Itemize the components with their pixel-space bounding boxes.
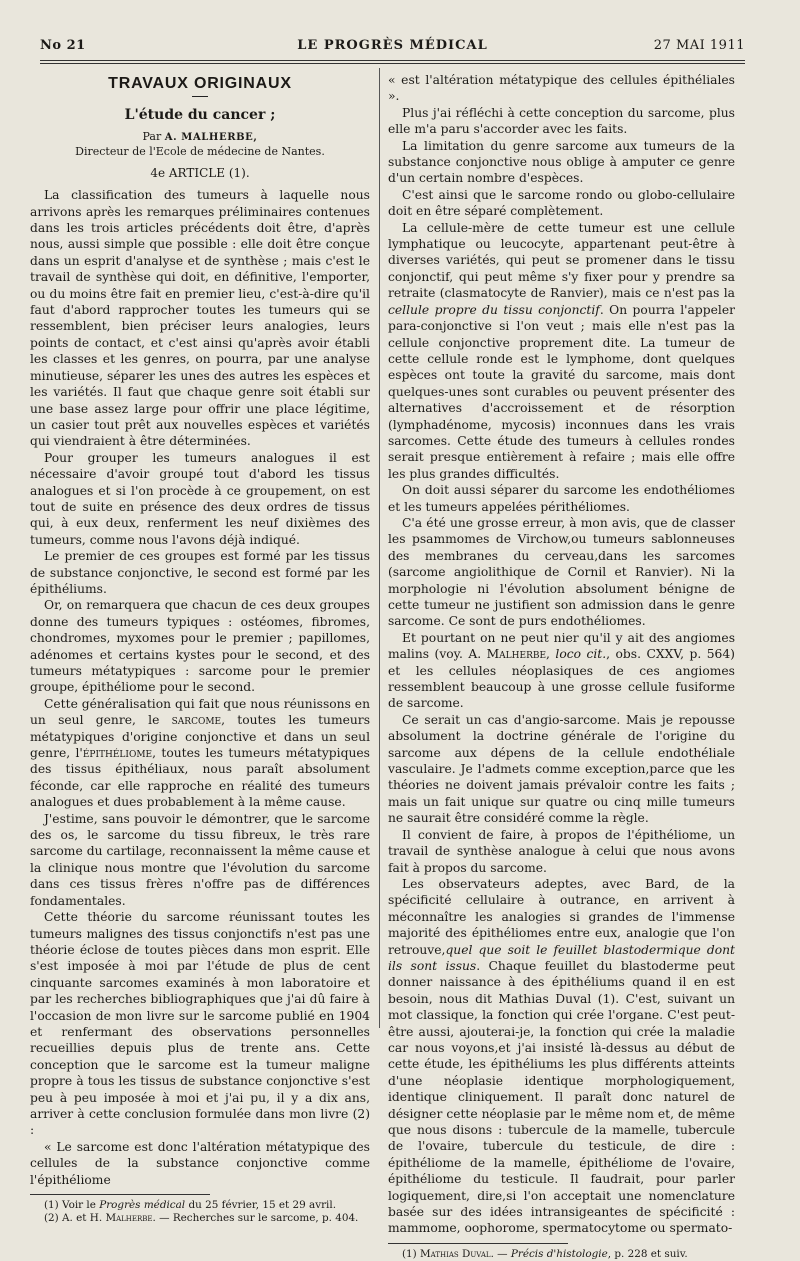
text-run: , toutes les tumeurs métatypiques des tissus épithéliaux, nous paraît absolument féconde, car elle rapproche en réalité des tumeurs analogues et dues probablement à la même cause.: [30, 746, 370, 810]
byline-prefix: Par: [142, 129, 162, 143]
paragraph: C'a été une grosse erreur, à mon avis, que de classer les psammomes de Virchow,ou tumeurs sablonneuses des membranes du cerveau,dans les sarcomes (sarcome angiolithique de Cornil et Ranvier). Ni la morphologie ni l'évolution absolument bénigne de cette tumeur ne justifient son admission dans le genre sarcome. Ce sont de purs endothéliomes.: [388, 515, 735, 629]
author-ref: Mathias Duval: [420, 1247, 491, 1260]
issue-date: 27 MAI 1911: [653, 38, 745, 53]
author-ref: Malherbe: [105, 1212, 153, 1224]
footnote-rule: [388, 1243, 568, 1244]
text-run: . Chaque feuillet du blastoderme peut donner naissance à des épithéliums quand il en est besoin, nous dit Mathias Duval (1). C'est, suivant un mot classique, la fonction qui crée l'organe. C'est peut-être aussi, ajouterai-je, la fonction qui crée la maladie car nous voyons,et j'ai insisté là-dessus au début de cette étude, les épithéliums les plus différents atteints d'une néoplasie identique morphologiquement, identique cliniquement. Il paraît donc naturel de désigner cette néoplasie par le même nom et, de même que nous disons : tubercule de la mamelle, tubercule de l'ovaire, tubercule du testicule, de dire : épithéliome de la mamelle, épithéliome de l'ovaire, épithéliome du testicule. Il faudrait, pour parler logiquement, dire,si l'on acceptait une nomenclature basée sur des idées intransigeantes de spécificité : mammome, oophorome, spermatocytome ou spermato-: [388, 958, 735, 1236]
paragraph: [30, 696, 370, 811]
text-run: La cellule-mère de cette tumeur est une cellule lymphatique ou leucocyte, appartenant peut-être à diverses variétés, qui peut se promener dans le tissu conjonctif, qui peut même s'y fixer pour y prendre sa retraite (clasmatocyte de Ranvier), mais ce n'est pas la: [388, 220, 735, 301]
text-run: Cette généralisation qui fait que nous réunissons en un seul genre, le: [30, 696, 370, 728]
text-run: (1) Voir le: [44, 1199, 100, 1211]
paragraph: Il convient de faire, à propos de l'épithéliome, un travail de synthèse analogue à celui que nous avons fait à propos du sarcome.: [388, 827, 735, 875]
paragraph: Or, on remarquera que chacun de ces deux groupes donne des tumeurs typiques : ostéomes, fibromes, chondromes, myxomes pour le premier ; papillomes, adénomes et certains kystes pour le second, et des tumeurs métatypiques : sarcome pour le premier groupe, épithéliome pour le second.: [30, 598, 370, 695]
paragraph: C'est ainsi que le sarcome rondo ou globo-cellulaire doit en être séparé complètement.: [388, 187, 735, 219]
journal-title: LE PROGRÈS MÉDICAL: [297, 38, 488, 53]
section-title: TRAVAUX ORIGINAUX: [108, 75, 292, 92]
article-title: L'étude du cancer ;: [124, 107, 276, 124]
author-name: A. MALHERBE,: [164, 131, 258, 143]
journal-ref: Progrès médical: [99, 1199, 186, 1211]
paragraph: « Le sarcome est donc l'altération métatypique des cellules de la substance conjonctive comme l'épithéliome: [30, 1139, 370, 1187]
paragraph: Plus j'ai réfléchi à cette conception du sarcome, plus elle m'a paru s'accorder avec les faits.: [388, 105, 735, 137]
paragraph: Pour grouper les tumeurs analogues il est nécessaire d'avoir groupé tout d'abord les tissus analogues et si l'on procède à ce groupement, on est tout de suite en présence des deux ordres de tissus qui, à eux deux, renferment les neuf dixièmes des tumeurs, comme nous l'avons déjà indiqué.: [30, 450, 370, 547]
byline: [30, 130, 370, 159]
text-run: Et pourtant on ne peut nier qu'il y ait des angiomes malins (voy. A.: [388, 630, 735, 662]
paragraph: [388, 630, 735, 712]
author-ref: Malherbe: [486, 647, 547, 662]
term-sarcome: sarcome: [171, 713, 222, 728]
issue-number: No 21: [40, 38, 86, 53]
paragraph: On doit aussi séparer du sarcome les endothéliomes et les tumeurs appelées périthéliomes.: [388, 483, 735, 514]
article-number: 4e ARTICLE (1).: [150, 165, 250, 180]
author-affiliation: Directeur de l'Ecole de médecine de Nantes.: [75, 144, 325, 158]
paragraph: Le premier de ces groupes est formé par les tissus de substance conjonctive, le second est formé par les épithéliums.: [30, 549, 370, 596]
paragraph: [388, 876, 735, 1237]
text-run: , toutes les tumeurs métatypiques d'origine conjonctive et dans un seul genre, l': [30, 713, 371, 761]
text-run: . On pourra l'appeler para-conjonctive si l'on veut ; mais elle n'est pas la cellule conjonctive proprement dite. La tumeur de cette cellule ronde est le lymphome, dont quelques espèces ont toute la gravité du sarcome, mais dont quelques-unes sont curables ou peuvent présenter des alternatives d'accroissement et de résorption (lymphadénome, mycosis) inconnues dans les vrais sarcomes. Cette étude des tumeurs à cellules rondes serait presque entièrement à refaire ; mais elle offre les plus grandes difficultés.: [388, 302, 735, 481]
footnote: [30, 1212, 370, 1225]
text-run: . — Recherches sur le sarcome, p. 404.: [152, 1212, 359, 1224]
book-title: Précis d'histologie: [510, 1247, 608, 1260]
paragraph: « est l'altération métatypique des cellules épithéliales ».: [388, 73, 735, 104]
text-run: Les observateurs adeptes, avec Bard, de la spécificité cellulaire à outrance, en arrivent à méconnaître les analogies si grandes de l'immense majorité des épithéliomes entre eux, analogie que l'on retrouve,: [388, 876, 735, 957]
right-column: [388, 72, 735, 1261]
text-run: (2) A. et H.: [44, 1212, 106, 1224]
emphasis: quel que soit le feuillet blastodermique dont ils sont issus: [388, 942, 735, 973]
paragraph: La limitation du genre sarcome aux tumeurs de la substance conjonctive nous oblige à amputer ce genre d'un certain nombre d'espèces.: [388, 138, 735, 186]
term-epitheliome: épithéliome: [82, 746, 153, 761]
footnote: [388, 1248, 735, 1261]
text-run: . —: [490, 1247, 511, 1260]
emphasis: cellule propre du tissu conjonctif: [388, 302, 600, 317]
paragraph: La classification des tumeurs à laquelle nous arrivons après les remarques préliminaires contenues dans les trois articles précédents doit être, d'après nous, aussi simple que possible : elle doit être conçue dans un esprit d'analyse et de synthèse ; mais c'est le travail de synthèse qui doit, en définitive, l'emporter, ou du moins être fait en premier lieu, c'est-à-dire qu'il faut d'abord rapprocher toutes les tumeurs qui se ressemblent, bien préciser leurs analogies, leurs points de contact, et c'est ainsi qu'après avoir établi les classes et les genres, on pourra, par une analyse minutieuse, séparer les unes des autres les espèces et les variétés. Il faut que chaque genre soit établi sur une base assez large pour offrir une place légitime, un casier tout prêt aux nouvelles espèces et variétés qui viendraient à être déterminées.: [30, 188, 370, 449]
paragraph: Cette théorie du sarcome réunissant toutes les tumeurs malignes des tissus conjonctifs n'est pas une théorie éclose de toutes pièces dans mon esprit. Elle s'est imposée à moi par l'étude de plus de cent cinquante sarcomes examinés à mon laboratoire et par les recherches bibliographiques que j'ai dû faire à l'occasion de mon livre sur le sarcome publié en 1904 et renfermant des observations personnelles recueillies depuis plus de trente ans. Cette conception que le sarcome est la tumeur maligne propre à tous les tissus de substance conjonctive s'est peu à peu imposée à moi et j'ai pu, il y a dix ans, arriver à cette conclusion formulée dans mon livre (2) :: [30, 910, 370, 1138]
footnote: [30, 1199, 370, 1212]
section-rule: [192, 96, 208, 97]
text-run: , obs. CXXV, p. 564) et les cellules néoplasiques de ces angiomes ressemblent beaucoup à une grosse cellule fusiforme de sarcome.: [388, 647, 735, 711]
page-header: [40, 38, 745, 56]
column-separator: [379, 68, 380, 1028]
text-run: ,: [546, 647, 556, 662]
footnote-rule: [30, 1194, 210, 1195]
paragraph: Ce serait un cas d'angio-sarcome. Mais je repousse absolument la doctrine générale de l'origine du sarcome aux dépens de la cellule endothéliale vasculaire. Je l'admets comme exception,parce que les théories ne doivent jamais prévaloir contre les faits ; mais un fait unique sur quatre ou cinq mille tumeurs ne saurait être considéré comme la règle.: [388, 712, 735, 826]
text-run: (1): [402, 1247, 421, 1260]
header-rule-bottom: [40, 63, 745, 64]
paragraph: J'estime, sans pouvoir le démontrer, que le sarcome des os, le sarcome du tissu fibreux, le très rare sarcome du cartilage, reconnaissent la même cause et la clinique nous montre que l'évolution du sarcome dans ces tissus frères n'offre pas de différences fondamentales.: [30, 811, 370, 908]
left-column: [30, 72, 370, 1225]
header-rule-top: [40, 60, 745, 61]
paragraph: [388, 220, 735, 483]
text-run: du 25 février, 15 et 29 avril.: [185, 1199, 337, 1211]
text-run: , p. 228 et suiv.: [607, 1247, 688, 1260]
emphasis: loco cit.: [555, 647, 607, 662]
